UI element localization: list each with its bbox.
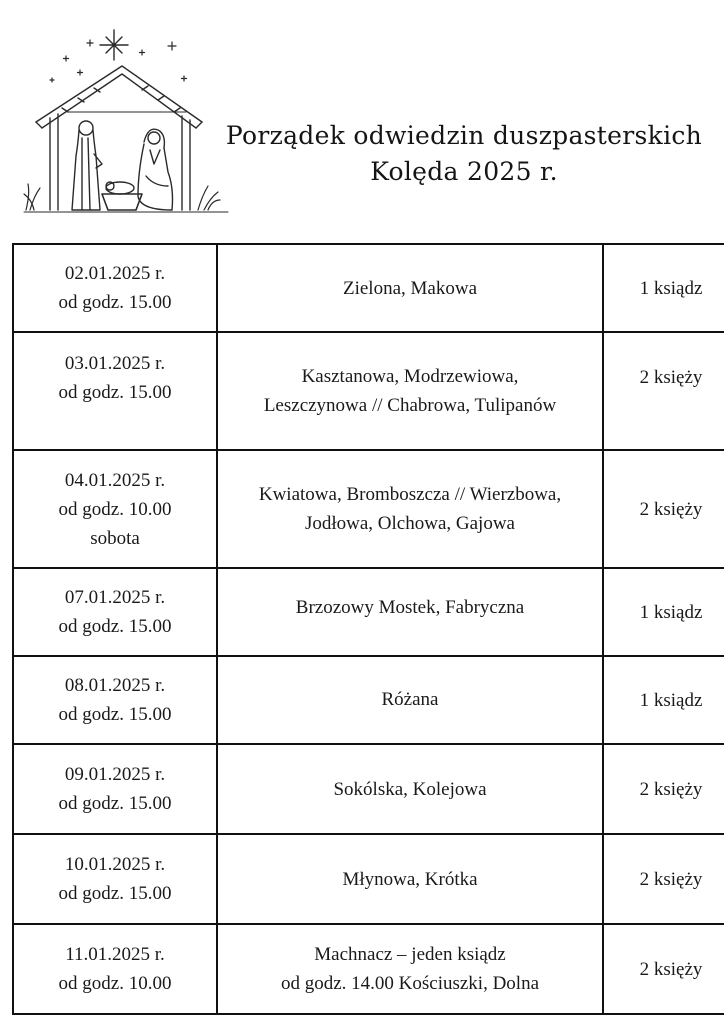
visit-day: sobota bbox=[90, 527, 140, 549]
title-line-2: Kolęda 2025 r. bbox=[370, 157, 558, 186]
priests-cell: 1 ksiądz bbox=[603, 568, 724, 656]
street-line: Zielona, Makowa bbox=[342, 277, 477, 299]
visit-time: od godz. 10.00 bbox=[58, 498, 172, 520]
visit-time: od godz. 15.00 bbox=[58, 292, 172, 313]
street-line: Jodłowa, Olchowa, Gajowa bbox=[304, 513, 515, 534]
visit-date: 11.01.2025 r. bbox=[65, 944, 165, 965]
street-line: Machnacz – jeden ksiądz bbox=[314, 944, 506, 965]
star-icon bbox=[100, 30, 128, 60]
date-cell bbox=[13, 244, 217, 332]
schedule-table bbox=[12, 243, 724, 1015]
table-row bbox=[13, 244, 724, 332]
table-row bbox=[13, 656, 724, 744]
visit-date: 09.01.2025 r. bbox=[64, 764, 166, 785]
date-cell bbox=[13, 924, 217, 1014]
visit-time: od godz. 10.00 bbox=[58, 973, 172, 994]
streets-cell bbox=[217, 450, 603, 568]
table-row bbox=[13, 332, 724, 450]
visit-time: od godz. 15.00 bbox=[58, 616, 172, 637]
priests-cell: 2 księży bbox=[603, 744, 724, 834]
visit-date: 04.01.2025 r. bbox=[64, 469, 166, 491]
date-cell bbox=[13, 744, 217, 834]
date-cell bbox=[13, 568, 217, 656]
date-cell bbox=[13, 834, 217, 924]
date-cell bbox=[13, 332, 217, 450]
manger-figure bbox=[102, 182, 142, 210]
visit-time: od godz. 15.00 bbox=[58, 704, 172, 725]
street-line: Leszczynowa // Chabrowa, Tulipanów bbox=[263, 395, 557, 416]
date-cell bbox=[13, 450, 217, 568]
street-line: od godz. 14.00 Kościuszki, Dolna bbox=[280, 973, 540, 994]
streets-cell bbox=[217, 744, 603, 834]
street-line: Młynowa, Krótka bbox=[342, 868, 478, 890]
streets-cell bbox=[217, 332, 603, 450]
visit-time: od godz. 15.00 bbox=[58, 883, 172, 904]
table-row bbox=[13, 568, 724, 656]
street-line: Kwiatowa, Bromboszcza // Wierzbowa, bbox=[258, 484, 562, 505]
visit-date: 07.01.2025 r. bbox=[64, 587, 166, 608]
streets-cell bbox=[217, 834, 603, 924]
page-title bbox=[224, 118, 704, 190]
priests-cell: 1 ksiądz bbox=[603, 656, 724, 744]
stable-posts bbox=[50, 112, 190, 210]
table-row bbox=[13, 450, 724, 568]
grass-decoration bbox=[24, 184, 228, 212]
visit-date: 02.01.2025 r. bbox=[64, 263, 166, 284]
joseph-figure bbox=[72, 121, 102, 210]
visit-time: od godz. 15.00 bbox=[58, 793, 172, 814]
priests-cell: 2 księży bbox=[603, 834, 724, 924]
streets-cell bbox=[217, 568, 603, 656]
table-row bbox=[13, 834, 724, 924]
date-cell bbox=[13, 656, 217, 744]
street-line: Brzozowy Mostek, Fabryczna bbox=[295, 597, 525, 618]
street-line: Kasztanowa, Modrzewiowa, bbox=[301, 366, 519, 387]
nativity-illustration bbox=[22, 26, 232, 216]
table-row bbox=[13, 924, 724, 1014]
visit-date: 03.01.2025 r. bbox=[64, 353, 166, 374]
table-row bbox=[13, 744, 724, 834]
streets-cell bbox=[217, 656, 603, 744]
streets-cell bbox=[217, 924, 603, 1014]
street-line: Sokólska, Kolejowa bbox=[333, 778, 487, 800]
streets-cell bbox=[217, 244, 603, 332]
mary-figure bbox=[138, 129, 173, 210]
priests-cell: 2 księży bbox=[603, 924, 724, 1014]
stable-roof bbox=[36, 66, 202, 128]
visit-date: 10.01.2025 r. bbox=[64, 854, 166, 875]
title-line-1: Porządek odwiedzin duszpasterskich bbox=[225, 121, 703, 150]
visit-date: 08.01.2025 r. bbox=[64, 675, 166, 696]
street-line: Różana bbox=[381, 689, 439, 710]
priests-cell: 2 księży bbox=[603, 450, 724, 568]
priests-cell: 2 księży bbox=[603, 332, 724, 450]
priests-cell: 1 ksiądz bbox=[603, 244, 724, 332]
visit-time: od godz. 15.00 bbox=[58, 382, 172, 403]
